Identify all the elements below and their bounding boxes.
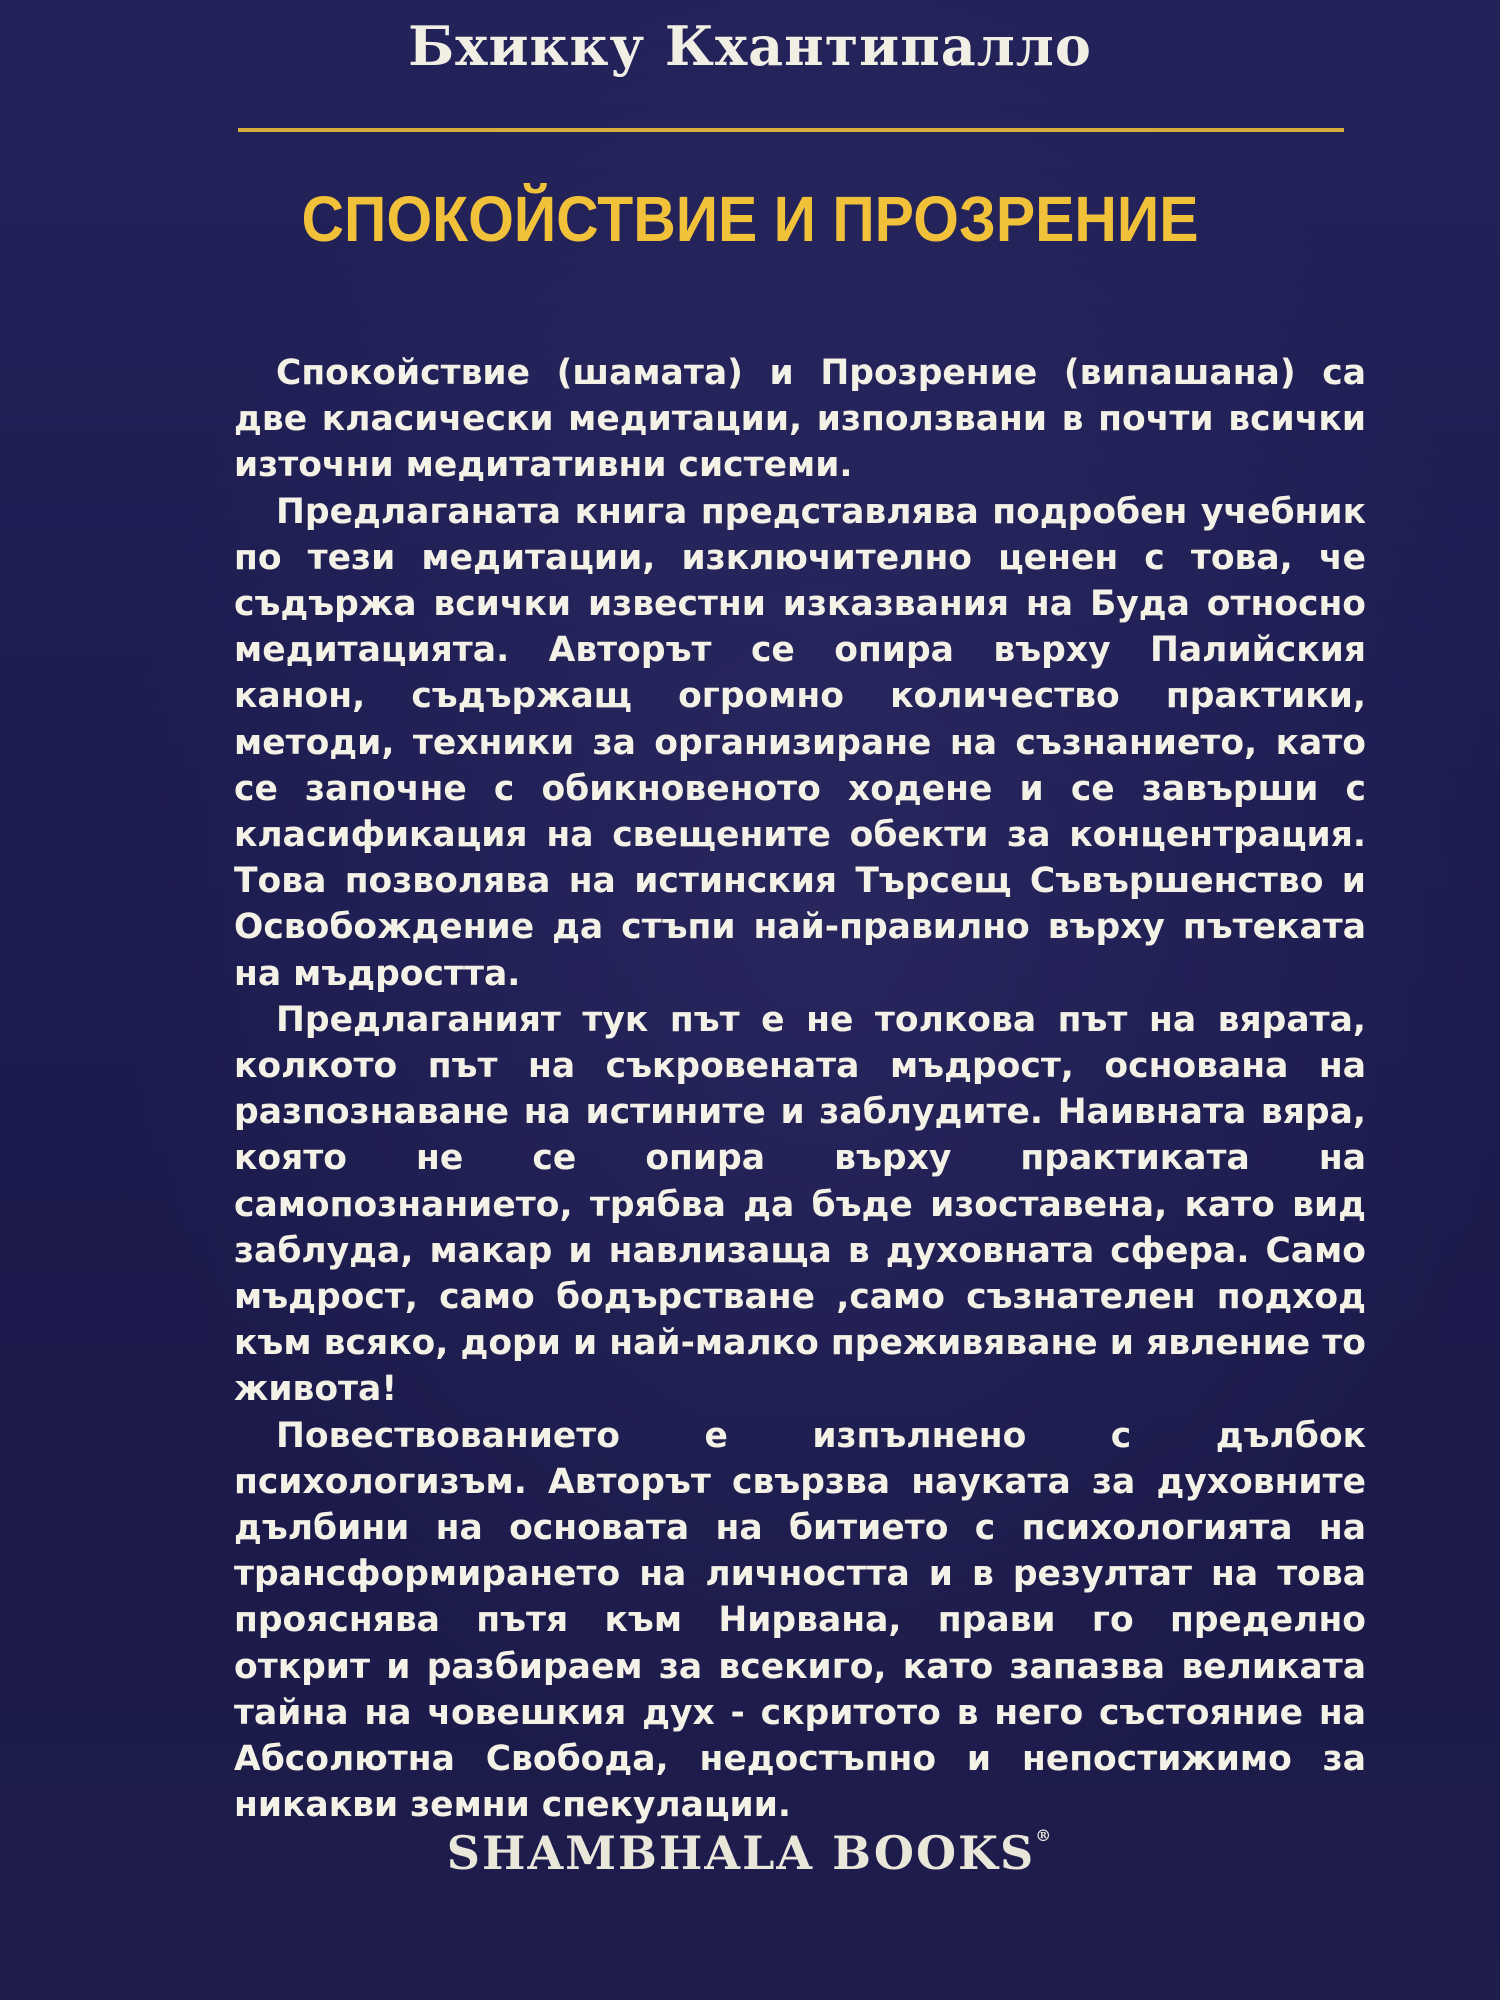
paragraph-1: Спокойствие (шамата) и Прозрение (випашана) са две класически медитации, използвани в почти всички източни медитативни системи. <box>234 353 1366 486</box>
publisher-name: SHAMBHALA BOOKS <box>446 1826 1036 1880</box>
registered-mark: ® <box>1035 1826 1054 1845</box>
gold-divider <box>238 128 1344 132</box>
description-text <box>234 350 1366 1829</box>
author-name: Бхикку Кхантипалло <box>408 14 1092 78</box>
paragraph-4: Повествованието е изпълнено с дълбок психологизъм. Авторът свързва науката за духовните дълбини на основата на битието с психологията на трансформирането на личността и в резултат на това прояснява пътя към Нирвана, прави го пределно открит и разбираем за всекиго, като запазва великата тайна на човешкия дух - скритото в него състояние на Абсолютна Свобода, недостъпно и непостижимо за никакви земни спекулации. <box>234 1415 1366 1826</box>
book-title: СПОКОЙСТВИЕ И ПРОЗРЕНИЕ <box>301 183 1199 255</box>
paragraph-3: Предлаганият тук път е не толкова път на вярата, колкото път на съкровената мъдрост, основана на разпознаване на истините и заблудите. Наивната вяра, която не се опира върху практиката на самопознанието, трябва да бъде изоставена, като вид заблуда, макар и навлизаща в духовната сфера. Само мъдрост, само бодърстване ,само съзнателен подход към всяко, дори и най-малко преживяване и явление то живота! <box>234 999 1366 1410</box>
paragraph-2: Предлаганата книга представлява подробен учебник по тези медитации, изключително ценен с това, че съдържа всички известни изказвания на Буда относно медитацията. Авторът се опира върху Палийския канон, съдържащ огромно количество практики, методи, техники за организиране на съзнанието, като се започне с обикновеното ходене и се завърши с класификация на свещените обекти за концентрация. Това позволява на истинския Търсещ Съвършенство и Освобождение да стъпи най-правилно върху пътеката на мъдростта. <box>234 491 1366 994</box>
publisher-logo <box>0 1826 1500 1880</box>
